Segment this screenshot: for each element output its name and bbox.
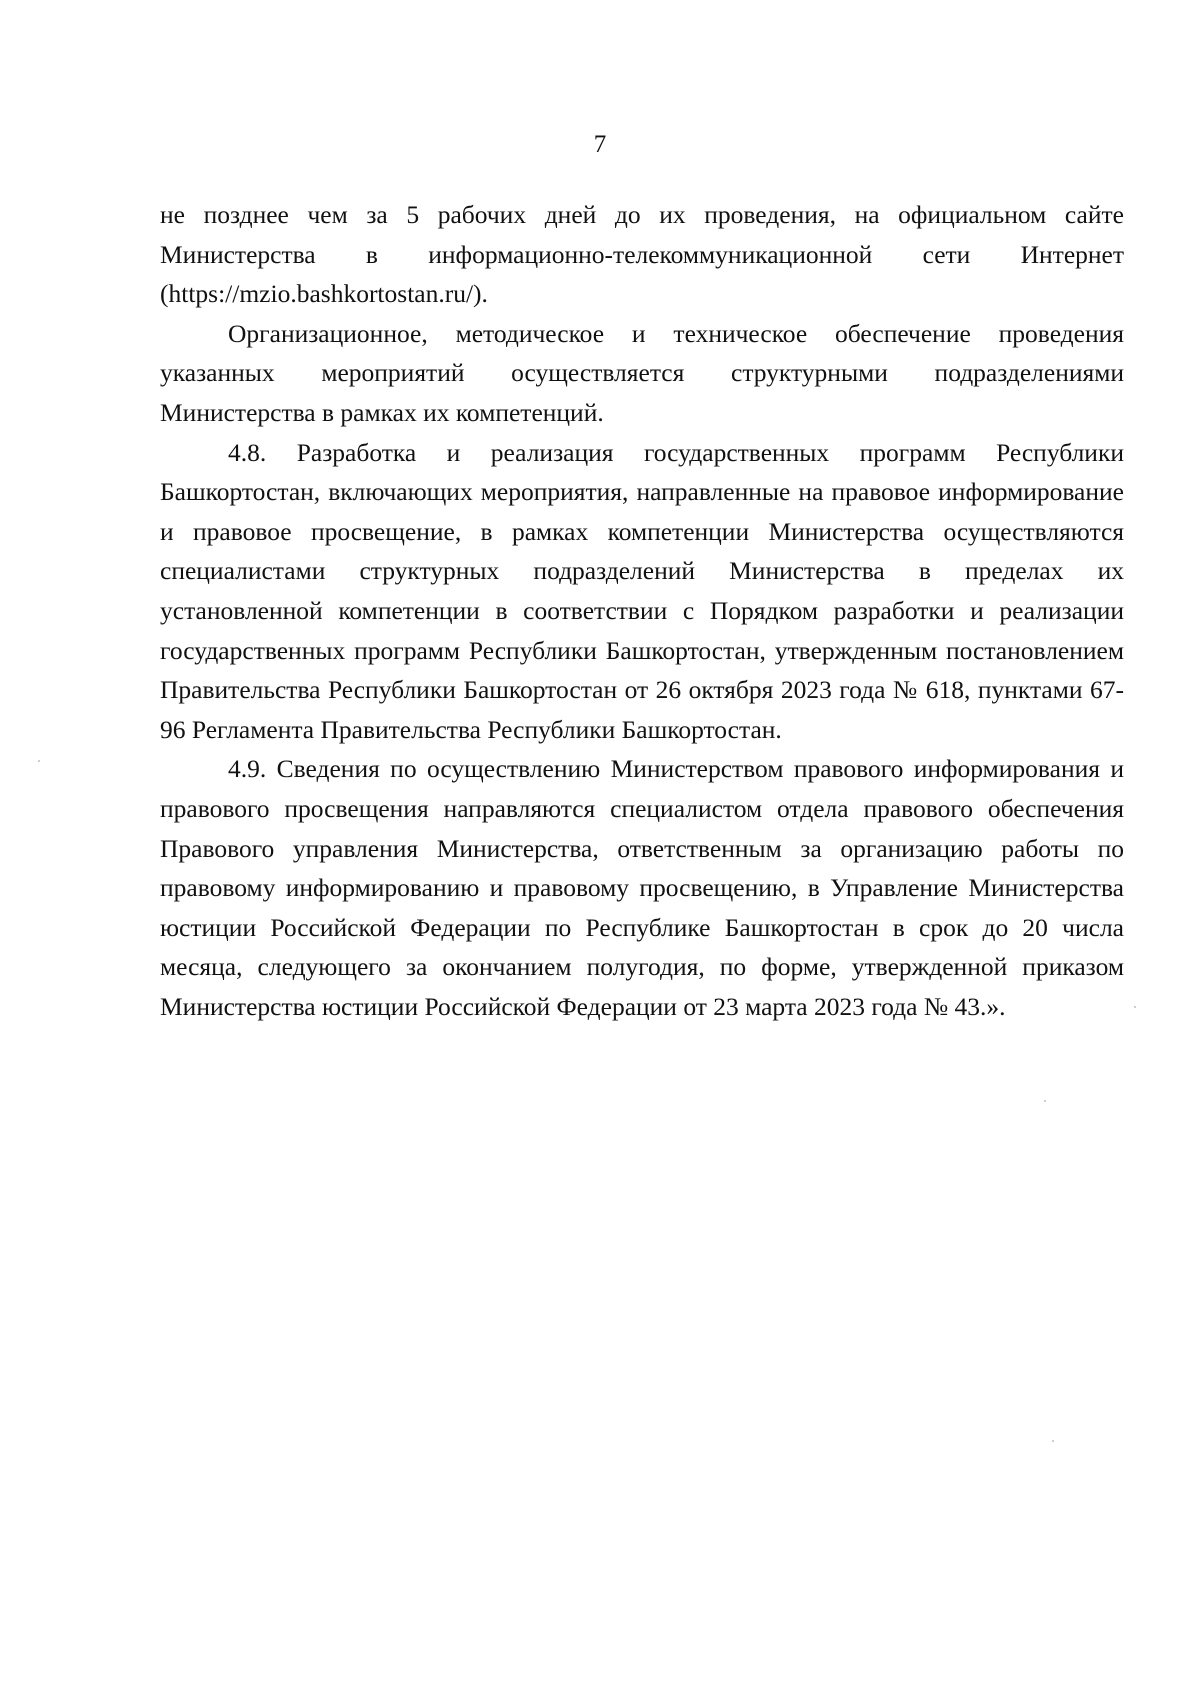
document-body — [160, 195, 1124, 1026]
scan-speck — [1044, 1100, 1046, 1102]
scan-speck — [1052, 1440, 1054, 1442]
paragraph-4-8: 4.8. Разработка и реализация государственных программ Республики Башкортостан, включающих мероприятия, направленные на правовое информирование и правовое просвещение, в рамках компетенции Министерства осуществляются специалистами структурных подразделений Министерства в пределах их установленной компетенции в соответствии с Порядком разработки и реализации государственных программ Республики Башкортостан, утвержденным постановлением Правительства Республики Башкортостан от 26 октября 2023 года № 618, пунктами 67-96 Регламента Правительства Республики Башкортостан. — [160, 437, 1124, 744]
scan-speck — [1134, 1006, 1136, 1008]
paragraph-organizational-support: Организационное, методическое и техническое обеспечение проведения указанных мероприятий осуществляется структурными подразделениями Министерства в рамках их компетенций. — [160, 318, 1124, 427]
paragraph-4-9: 4.9. Сведения по осуществлению Министерством правового информирования и правового просвещения направляются специалистом отдела правового обеспечения Правового управления Министерства, ответственным за организацию работы по правовому информированию и правовому просвещению, в Управление Министерства юстиции Российской Федерации по Республике Башкортостан в срок до 20 числа месяца, следующего за окончанием полугодия, по форме, утвержденной приказом Министерства юстиции Российской Федерации от 23 марта 2023 года № 43.». — [160, 754, 1124, 1021]
page-number: 7 — [593, 131, 607, 158]
scan-speck — [38, 760, 40, 762]
paragraph-continuation: не позднее чем за 5 рабочих дней до их проведения, на официальном сайте Министерства в информационно-телекоммуникационной сети Интернет (https://mzio.bashkortostan.ru/). — [160, 200, 1124, 309]
